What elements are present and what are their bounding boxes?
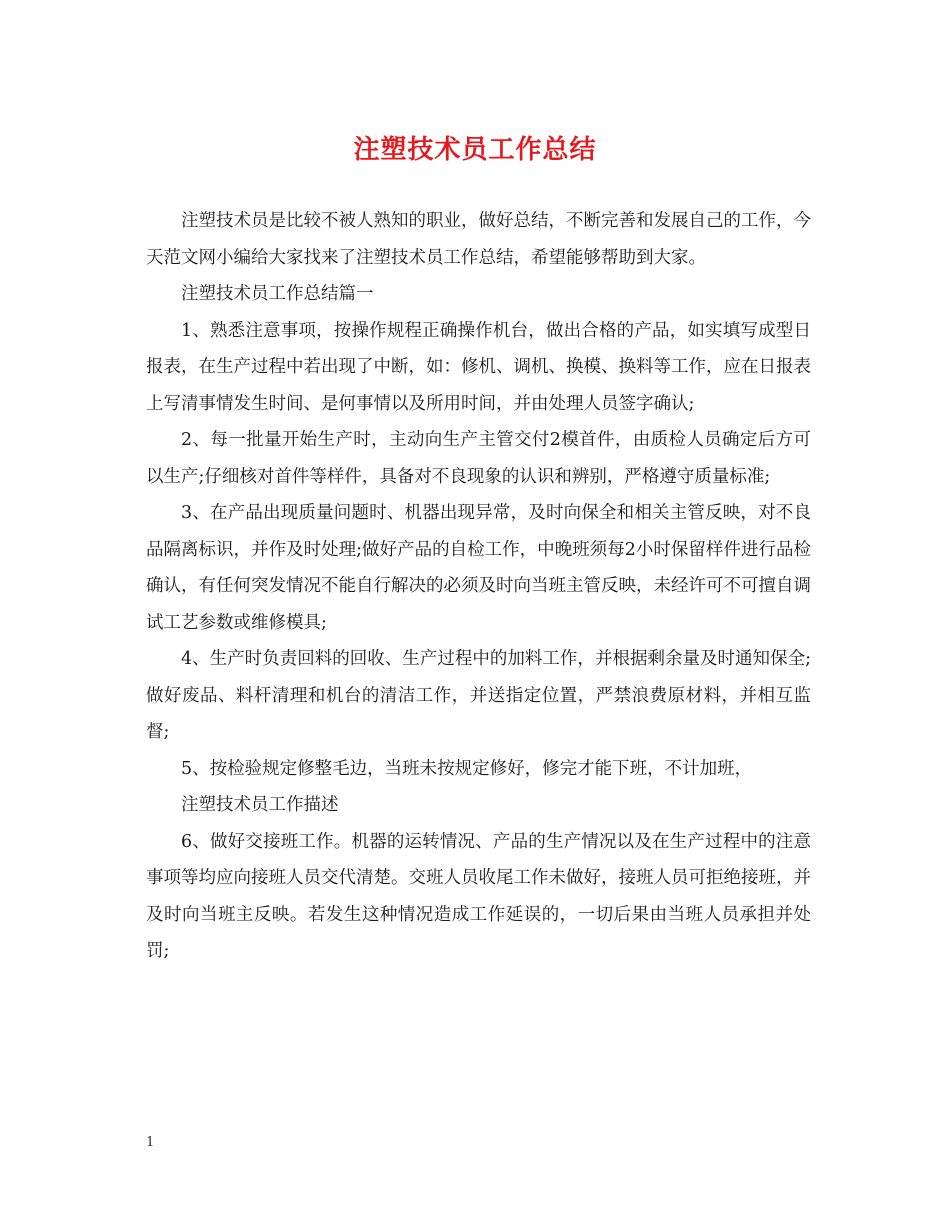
document-body: [146, 203, 811, 970]
page-number: 1: [146, 1135, 155, 1150]
paragraph-item-6: 6、做好交接班工作。机器的运转情况、产品的生产情况以及在生产过程中的注意事项等均应向接班人员交代清楚。交班人员收尾工作未做好，接班人员可拒绝接班，并及时向当班主反映。若发生这种情况造成工作延误的，一切后果由当班人员承担并处罚;: [146, 831, 811, 961]
section-heading-job-description: 注塑技术员工作描述: [181, 795, 339, 815]
paragraph-item-5: 5、按检验规定修整毛边，当班未按规定修好，修完才能下班，不计加班，: [181, 758, 753, 779]
document-title: 注塑技术员工作总结: [353, 135, 597, 165]
paragraph-intro: 注塑技术员是比较不被人熟知的职业，做好总结，不断完善和发展自己的工作，今天范文网小编给大家找来了注塑技术员工作总结，希望能够帮助到大家。: [146, 211, 811, 268]
paragraph-item-1: 1、熟悉注意事项，按操作规程正确操作机台，做出合格的产品，如实填写成型日报表，在生产过程中若出现了中断，如：修机、调机、换模、换料等工作，应在日报表上写清事情发生时间、是何事情以及所用时间，并由处理人员签字确认;: [146, 320, 811, 414]
paragraph-item-4: 4、生产时负责回料的回收、生产过程中的加料工作，并根据剩余量及时通知保全;做好废品、料杆清理和机台的清洁工作，并送指定位置，严禁浪费原材料，并相互监督;: [146, 649, 811, 742]
paragraph-item-3: 3、在产品出现质量问题时、机器出现异常，及时向保全和相关主管反映，对不良品隔离标识，并作及时处理;做好产品的自检工作，中晚班须每2小时保留样件进行品检确认，有任何突发情况不能自行解决的必须及时向当班主管反映，未经许可不可擅自调试工艺参数或维修模具;: [146, 503, 811, 633]
section-heading-part-one: 注塑技术员工作总结篇一: [181, 284, 374, 304]
paragraph-item-2: 2、每一批量开始生产时，主动向生产主管交付2模首件，由质检人员确定后方可以生产;仔细核对首件等样件，具备对不良现象的认识和辨别，严格遵守质量标准;: [146, 430, 811, 487]
